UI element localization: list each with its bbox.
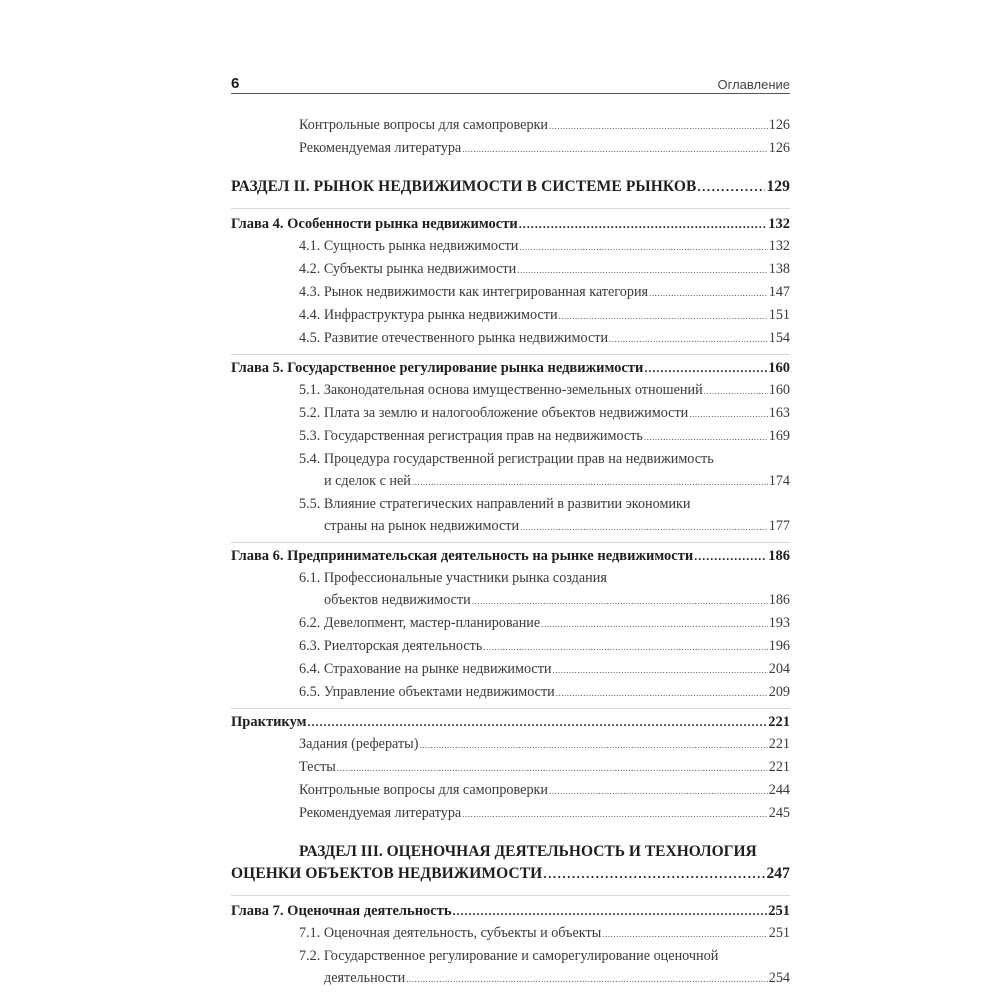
- dot-leader: [517, 259, 768, 281]
- toc-entry-title-line1: 7.2. Государственное регулирование и саморегулирование оценочной: [299, 948, 719, 964]
- toc-entry[interactable]: [231, 922, 790, 945]
- toc-entry-page: 221: [768, 736, 790, 752]
- dot-leader: [406, 968, 768, 990]
- chapter-page: 186: [768, 548, 790, 564]
- toc-chapter-4[interactable]: [231, 213, 790, 235]
- toc-entry[interactable]: [231, 658, 790, 681]
- dot-leader: [483, 636, 767, 658]
- toc-entry-title: 5.3. Государственная регистрация прав на недвижимость: [299, 428, 643, 444]
- toc-chapter-6[interactable]: [231, 545, 790, 567]
- dot-leader: [543, 863, 765, 885]
- running-head: [231, 70, 790, 94]
- toc-entry[interactable]: [231, 425, 790, 448]
- toc-entry[interactable]: [231, 612, 790, 635]
- dot-leader: [549, 780, 768, 802]
- toc-entry-multiline[interactable]: [231, 448, 790, 493]
- toc-entry-title: 4.5. Развитие отечественного рынка недвижимости: [299, 330, 609, 346]
- toc-entry[interactable]: [231, 635, 790, 658]
- dot-leader: [556, 682, 768, 704]
- toc-entry-title: 6.5. Управление объектами недвижимости: [299, 684, 555, 700]
- toc-entry-page: 177: [768, 518, 790, 534]
- section-page: 247: [766, 865, 790, 882]
- toc-entry-page: 196: [768, 638, 790, 654]
- dot-leader: [541, 613, 768, 635]
- toc-entry-page: 193: [768, 615, 790, 631]
- section-title: РАЗДЕЛ II. РЫНОК НЕДВИЖИМОСТИ В СИСТЕМЕ РЫНКОВ: [231, 178, 697, 195]
- toc-entry[interactable]: [231, 114, 790, 137]
- toc-entry-title: 5.1. Законодательная основа имущественно-земельных отношений: [299, 382, 703, 398]
- dot-leader: [462, 138, 767, 160]
- toc-entry-page: 204: [768, 661, 790, 677]
- toc-entry[interactable]: [231, 281, 790, 304]
- chapter-page: 251: [768, 903, 790, 919]
- toc-entry-page: 245: [768, 805, 790, 821]
- toc-entry-page: 147: [768, 284, 790, 300]
- toc-entry-title: 6.3. Риелторская деятельность: [299, 638, 483, 654]
- toc-entry-title: 6.4. Страхование на рынке недвижимости: [299, 661, 552, 677]
- toc-entry-title: 7.1. Оценочная деятельность, субъекты и объекты: [299, 925, 602, 941]
- toc-entry[interactable]: [231, 304, 790, 327]
- toc-entry-page: 244: [768, 782, 790, 798]
- toc-entry[interactable]: [231, 327, 790, 350]
- toc-entry-title: Задания (рефераты): [299, 736, 419, 752]
- dot-leader: [308, 711, 768, 733]
- toc-entry-page: 254: [768, 970, 790, 986]
- page-number: 6: [231, 75, 240, 92]
- dot-leader: [697, 176, 765, 198]
- dot-leader: [689, 403, 767, 425]
- toc-entry-page: 186: [768, 592, 790, 608]
- toc-section-2[interactable]: [231, 176, 790, 198]
- dot-leader: [644, 357, 767, 379]
- book-page: [231, 70, 790, 990]
- toc-entry[interactable]: [231, 235, 790, 258]
- toc-entry-title: Рекомендуемая литература: [299, 140, 462, 156]
- toc-entry-page: 174: [768, 473, 790, 489]
- toc-entry[interactable]: [231, 681, 790, 704]
- dot-leader: [602, 923, 767, 945]
- toc-entry-multiline[interactable]: [231, 945, 790, 990]
- toc-entry-page: 154: [768, 330, 790, 346]
- chapter-title: Практикум: [231, 714, 307, 730]
- toc-practicum[interactable]: [231, 711, 790, 733]
- chapter-page: 221: [768, 714, 790, 730]
- toc-entry-title-line1: 5.5. Влияние стратегических направлений в развитии экономики: [299, 496, 691, 512]
- toc-entry-page: 126: [768, 117, 790, 133]
- chapter-title: Глава 4. Особенности рынка недвижимости: [231, 216, 518, 232]
- section-title-line2: ОЦЕНКИ ОБЪЕКТОВ НЕДВИЖИМОСТИ: [231, 865, 543, 882]
- dot-leader: [519, 236, 767, 258]
- toc-entry-page: 160: [768, 382, 790, 398]
- dot-leader: [553, 659, 768, 681]
- dot-leader: [337, 757, 768, 779]
- toc-chapter-7[interactable]: [231, 900, 790, 922]
- section-title-line1: РАЗДЕЛ III. ОЦЕНОЧНАЯ ДЕЯТЕЛЬНОСТЬ И ТЕХНОЛОГИЯ: [299, 843, 757, 860]
- toc-entry-title: 4.3. Рынок недвижимости как интегрированная категория: [299, 284, 649, 300]
- dot-leader: [609, 328, 768, 350]
- toc-entry-title: 4.2. Субъекты рынка недвижимости: [299, 261, 517, 277]
- toc-entry-page: 251: [768, 925, 790, 941]
- toc-entry-page: 126: [768, 140, 790, 156]
- toc-entry[interactable]: [231, 733, 790, 756]
- toc-entry-multiline[interactable]: [231, 567, 790, 612]
- dot-leader: [649, 282, 768, 304]
- chapter-page: 160: [768, 360, 790, 376]
- toc-entry-title-line2: страны на рынок недвижимости: [324, 518, 520, 534]
- dot-leader: [419, 734, 767, 756]
- toc-entry-title: 5.2. Плата за землю и налогообложение объектов недвижимости: [299, 405, 689, 421]
- toc-entry-title: Тесты: [299, 759, 336, 775]
- toc-entry-title: 4.4. Инфраструктура рынка недвижимости: [299, 307, 558, 323]
- toc-entry-page: 138: [768, 261, 790, 277]
- toc-entry[interactable]: [231, 137, 790, 160]
- dot-leader: [453, 900, 768, 922]
- toc-entry-title: Контрольные вопросы для самопроверки: [299, 117, 549, 133]
- toc-entry-title-line2: деятельности: [324, 970, 406, 986]
- toc-entry-title-line1: 6.1. Профессиональные участники рынка создания: [299, 570, 607, 586]
- chapter-title: Глава 5. Государственное регулирование рынка недвижимости: [231, 360, 644, 376]
- dot-leader: [644, 426, 768, 448]
- toc-entry-multiline[interactable]: [231, 493, 790, 538]
- chapter-page: 132: [768, 216, 790, 232]
- toc-entry-title-line2: объектов недвижимости: [324, 592, 471, 608]
- dot-leader: [472, 590, 768, 612]
- toc-entry-page: 151: [768, 307, 790, 323]
- toc-entry-title: 4.1. Сущность рынка недвижимости: [299, 238, 519, 254]
- toc-entry-page: 132: [768, 238, 790, 254]
- toc-entry-page: 163: [768, 405, 790, 421]
- toc-entry[interactable]: [231, 779, 790, 802]
- toc-entry-title: Рекомендуемая литература: [299, 805, 462, 821]
- dot-leader: [559, 305, 768, 327]
- toc-entry[interactable]: [231, 379, 790, 402]
- running-title: Оглавление: [717, 77, 790, 92]
- dot-leader: [704, 380, 768, 402]
- dot-leader: [462, 803, 767, 825]
- toc-entry-title-line1: 5.4. Процедура государственной регистрации прав на недвижимость: [299, 451, 714, 467]
- dot-leader: [519, 213, 768, 235]
- toc-chapter-5[interactable]: [231, 357, 790, 379]
- chapter-title: Глава 7. Оценочная деятельность: [231, 903, 452, 919]
- dot-leader: [412, 471, 768, 493]
- dot-leader: [549, 115, 768, 137]
- toc-entry[interactable]: [231, 258, 790, 281]
- toc-entry-title: 6.2. Девелопмент, мастер-планирование: [299, 615, 541, 631]
- toc-entry-page: 169: [768, 428, 790, 444]
- toc-entry-page: 221: [768, 759, 790, 775]
- chapter-title: Глава 6. Предпринимательская деятельность на рынке недвижимости: [231, 548, 694, 564]
- dot-leader: [694, 545, 767, 567]
- toc-entry[interactable]: [231, 802, 790, 825]
- toc-entry[interactable]: [231, 402, 790, 425]
- toc-entry-page: 209: [768, 684, 790, 700]
- toc-entry[interactable]: [231, 756, 790, 779]
- table-of-contents: [231, 94, 790, 990]
- section-page: 129: [766, 178, 790, 195]
- toc-entry-title: Контрольные вопросы для самопроверки: [299, 782, 549, 798]
- toc-section-3[interactable]: [231, 841, 790, 885]
- dot-leader: [520, 516, 768, 538]
- toc-entry-title-line2: и сделок с ней: [324, 473, 411, 489]
